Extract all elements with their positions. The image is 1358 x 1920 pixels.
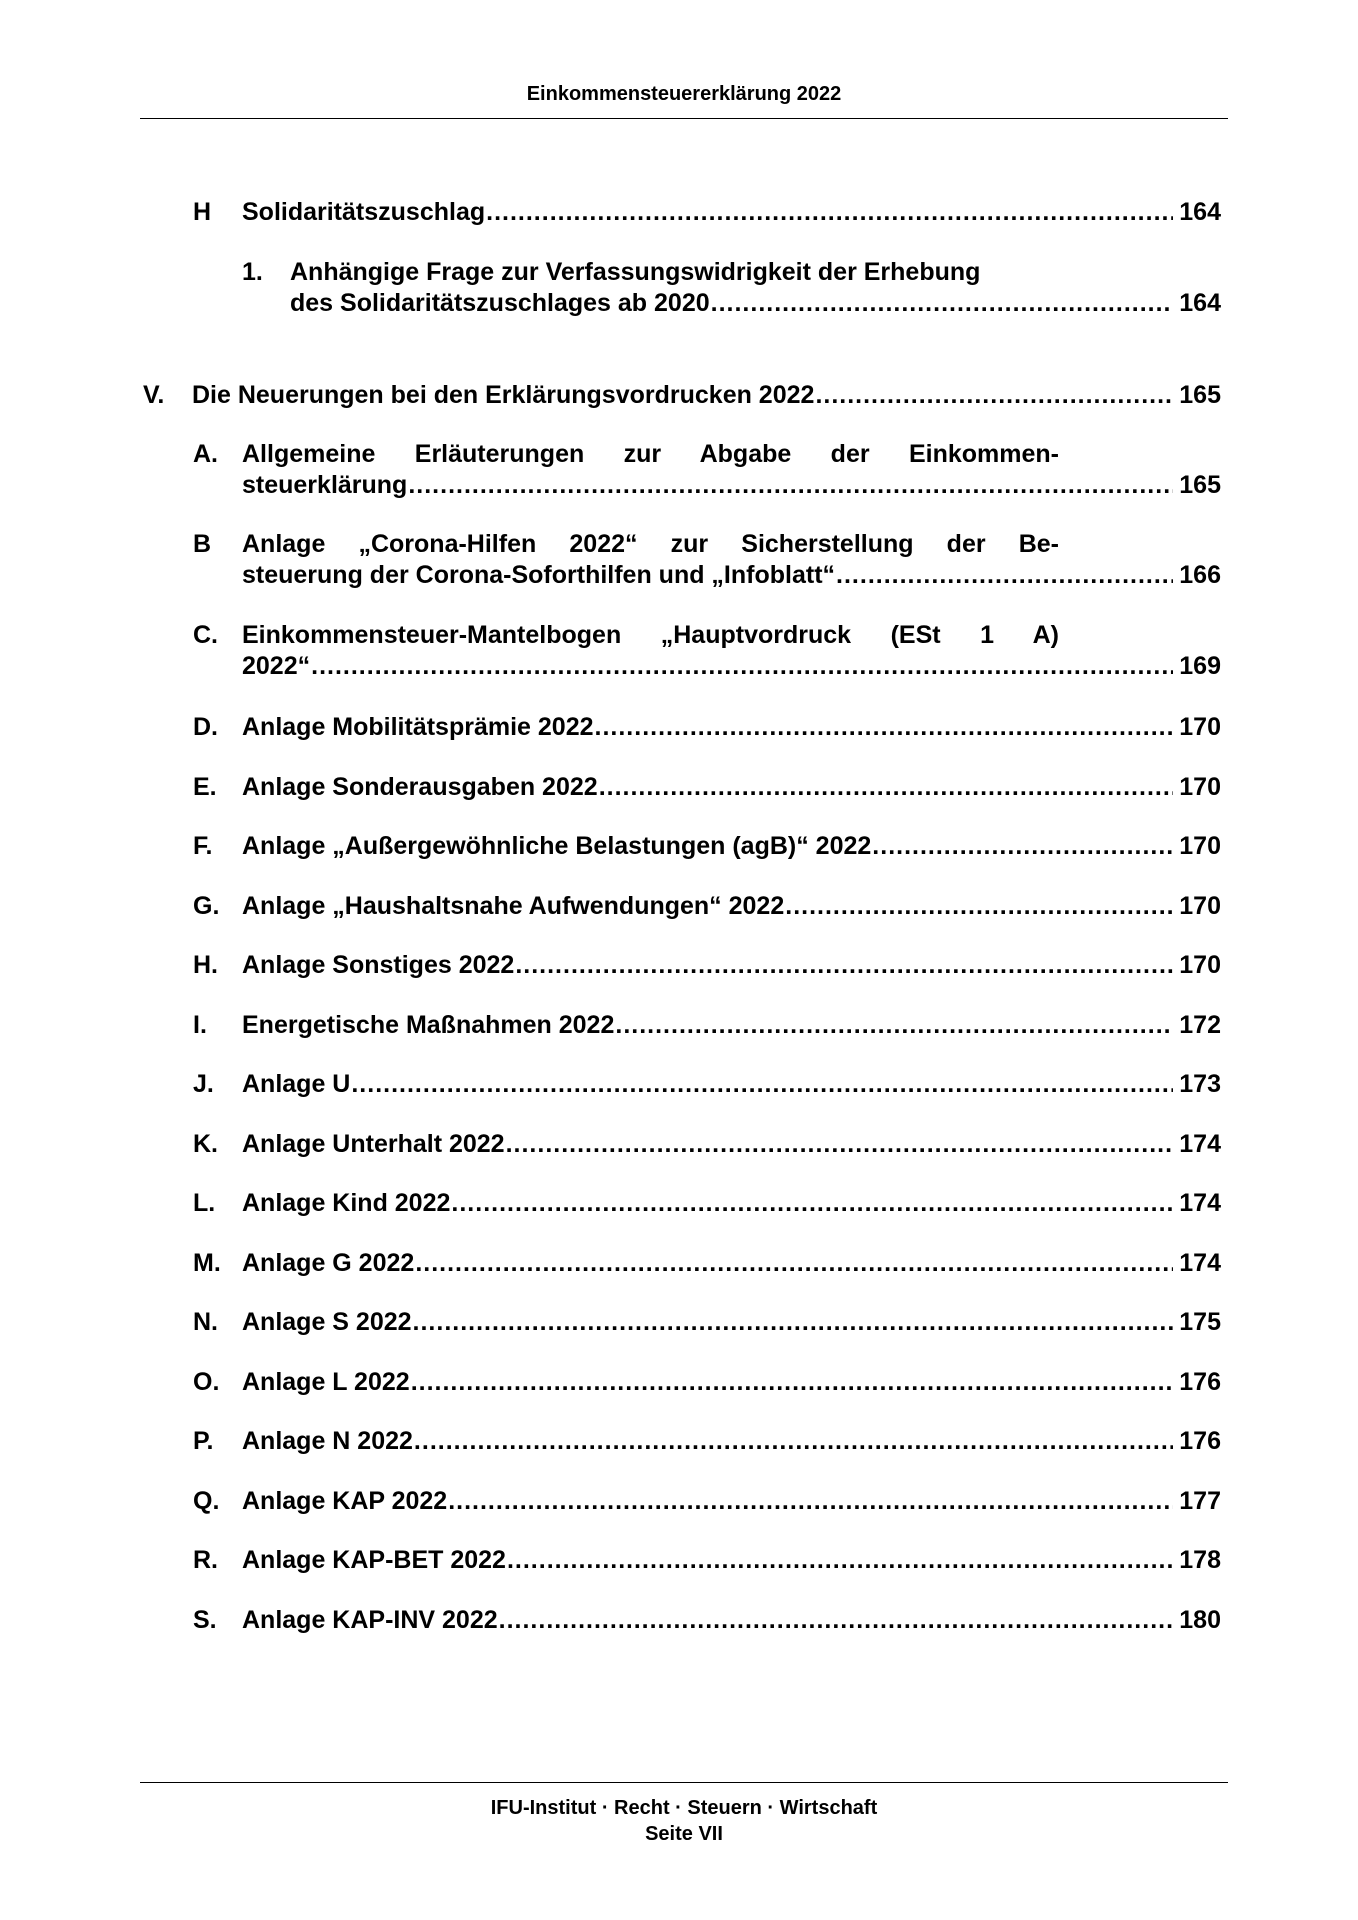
dot-leader <box>711 288 1174 319</box>
dot-leader <box>451 1188 1173 1219</box>
toc-entry-title: Anlage KAP-INV 2022 <box>242 1606 498 1634</box>
toc-entry-title: Anlage U <box>242 1070 351 1098</box>
footer-page-number: Seite VII <box>645 1823 723 1845</box>
toc-entry-title: Die Neuerungen bei den Erklärungsvordrucken 2022 <box>192 381 815 409</box>
dot-leader <box>311 651 1173 682</box>
dot-leader <box>415 1248 1173 1279</box>
toc-entry-marker: J. <box>193 1070 214 1098</box>
header-title: Einkommensteuererklärung 2022 <box>526 83 842 105</box>
footer-rule <box>140 1782 1228 1783</box>
toc-entry-marker: V. <box>143 381 165 409</box>
toc-entry-page: 170 <box>1179 832 1221 860</box>
toc-entry-page: 174 <box>1179 1130 1221 1158</box>
dot-leader <box>413 1307 1174 1338</box>
dot-leader <box>506 1129 1174 1160</box>
toc-entry-marker: A. <box>193 440 218 468</box>
toc-entry-marker: B <box>193 530 212 558</box>
toc-entry-page: 174 <box>1179 1249 1221 1277</box>
dot-leader <box>408 470 1173 501</box>
dot-leader <box>615 1010 1173 1041</box>
toc-entry-page: 165 <box>1179 471 1221 499</box>
toc-entry-page: 164 <box>1179 198 1221 226</box>
dot-leader <box>486 197 1173 228</box>
dot-leader <box>507 1545 1173 1576</box>
toc-entry-page: 173 <box>1179 1070 1221 1098</box>
toc-entry-marker: F. <box>193 832 213 860</box>
toc-entry-marker: S. <box>193 1606 217 1634</box>
header-rule <box>140 118 1228 119</box>
toc-entry-title: Anlage Sonderausgaben 2022 <box>242 773 598 801</box>
toc-entry-title-line2: 2022“ <box>242 652 311 680</box>
toc-entry-marker: M. <box>193 1249 221 1277</box>
toc-entry-page: 165 <box>1179 381 1221 409</box>
dot-leader <box>414 1426 1173 1457</box>
dot-leader <box>499 1605 1174 1636</box>
toc-entry-title-line2: steuerung der Corona-Soforthilfen und „Infoblatt“ <box>242 561 836 589</box>
toc-entry-marker: H. <box>193 951 218 979</box>
dot-leader <box>595 712 1174 743</box>
toc-entry-page: 172 <box>1179 1011 1221 1039</box>
toc-entry-title: Anlage S 2022 <box>242 1308 412 1336</box>
toc-entry-page: 169 <box>1179 652 1221 680</box>
toc-entry-marker: D. <box>193 713 218 741</box>
toc-entry-marker: I. <box>193 1011 207 1039</box>
toc-entry-marker: K. <box>193 1130 218 1158</box>
dot-leader <box>836 560 1173 591</box>
toc-entry-title: Anlage Unterhalt 2022 <box>242 1130 505 1158</box>
toc-entry-page: 170 <box>1179 713 1221 741</box>
toc-entry-marker: 1. <box>242 258 263 286</box>
toc-entry-marker: E. <box>193 773 217 801</box>
dot-leader <box>599 772 1174 803</box>
dot-leader <box>411 1367 1174 1398</box>
footer-institute: IFU-Institut · Recht · Steuern · Wirtschaft <box>490 1797 878 1819</box>
toc-entry-title: Anlage KAP 2022 <box>242 1487 448 1515</box>
toc-entry-page: 180 <box>1179 1606 1221 1634</box>
toc-entry-page: 176 <box>1179 1427 1221 1455</box>
toc-entry-title-line2: steuerklärung <box>242 471 408 499</box>
toc-entry-title: Anlage Kind 2022 <box>242 1189 451 1217</box>
toc-entry-marker: L. <box>193 1189 216 1217</box>
toc-entry-page: 166 <box>1179 561 1221 589</box>
toc-entry-marker: P. <box>193 1427 214 1455</box>
toc-entry-marker: Q. <box>193 1487 220 1515</box>
toc-entry-page: 170 <box>1179 951 1221 979</box>
dot-leader <box>815 380 1173 411</box>
toc-entry-marker: O. <box>193 1368 220 1396</box>
toc-entry-marker: N. <box>193 1308 218 1336</box>
toc-entry-title: Anlage KAP-BET 2022 <box>242 1546 506 1574</box>
toc-entry-page: 170 <box>1179 773 1221 801</box>
toc-entry-page: 177 <box>1179 1487 1221 1515</box>
dot-leader <box>872 831 1173 862</box>
toc-entry-title-line2: des Solidaritätszuschlages ab 2020 <box>290 289 710 317</box>
toc-entry-title: Anlage Mobilitätsprämie 2022 <box>242 713 594 741</box>
toc-entry-title-line1: Einkommensteuer-Mantelbogen „Hauptvordruck (ESt 1 A) <box>242 621 1059 649</box>
toc-entry-page: 176 <box>1179 1368 1221 1396</box>
toc-entry-title-line1: Anhängige Frage zur Verfassungswidrigkeit der Erhebung <box>290 258 981 286</box>
toc-entry-title-line1: Allgemeine Erläuterungen zur Abgabe der Einkommen- <box>242 440 1059 468</box>
toc-entry-title: Anlage „Außergewöhnliche Belastungen (agB)“ 2022 <box>242 832 872 860</box>
toc-entry-page: 174 <box>1179 1189 1221 1217</box>
toc-entry-marker: G. <box>193 892 220 920</box>
toc-entry-title: Anlage L 2022 <box>242 1368 410 1396</box>
dot-leader <box>785 891 1173 922</box>
dot-leader <box>515 950 1173 981</box>
toc-entry-marker: R. <box>193 1546 218 1574</box>
toc-entry-page: 170 <box>1179 892 1221 920</box>
toc-entry-page: 178 <box>1179 1546 1221 1574</box>
toc-entry-title: Energetische Maßnahmen 2022 <box>242 1011 615 1039</box>
dot-leader <box>448 1486 1173 1517</box>
footer <box>140 1795 1228 1847</box>
toc-entry-page: 164 <box>1179 289 1221 317</box>
toc-entry-title-line1: Anlage „Corona-Hilfen 2022“ zur Sicherstellung der Be- <box>242 530 1059 558</box>
toc-entry-title: Anlage „Haushaltsnahe Aufwendungen“ 2022 <box>242 892 785 920</box>
toc-entry-marker: H <box>193 198 212 226</box>
toc-entry-title: Anlage Sonstiges 2022 <box>242 951 515 979</box>
dot-leader <box>351 1069 1173 1100</box>
toc-entry-title: Anlage G 2022 <box>242 1249 415 1277</box>
toc-entry-page: 175 <box>1179 1308 1221 1336</box>
toc-entry-title: Solidaritätszuschlag <box>242 198 486 226</box>
toc-entry-title: Anlage N 2022 <box>242 1427 413 1455</box>
toc-entry-marker: C. <box>193 621 218 649</box>
